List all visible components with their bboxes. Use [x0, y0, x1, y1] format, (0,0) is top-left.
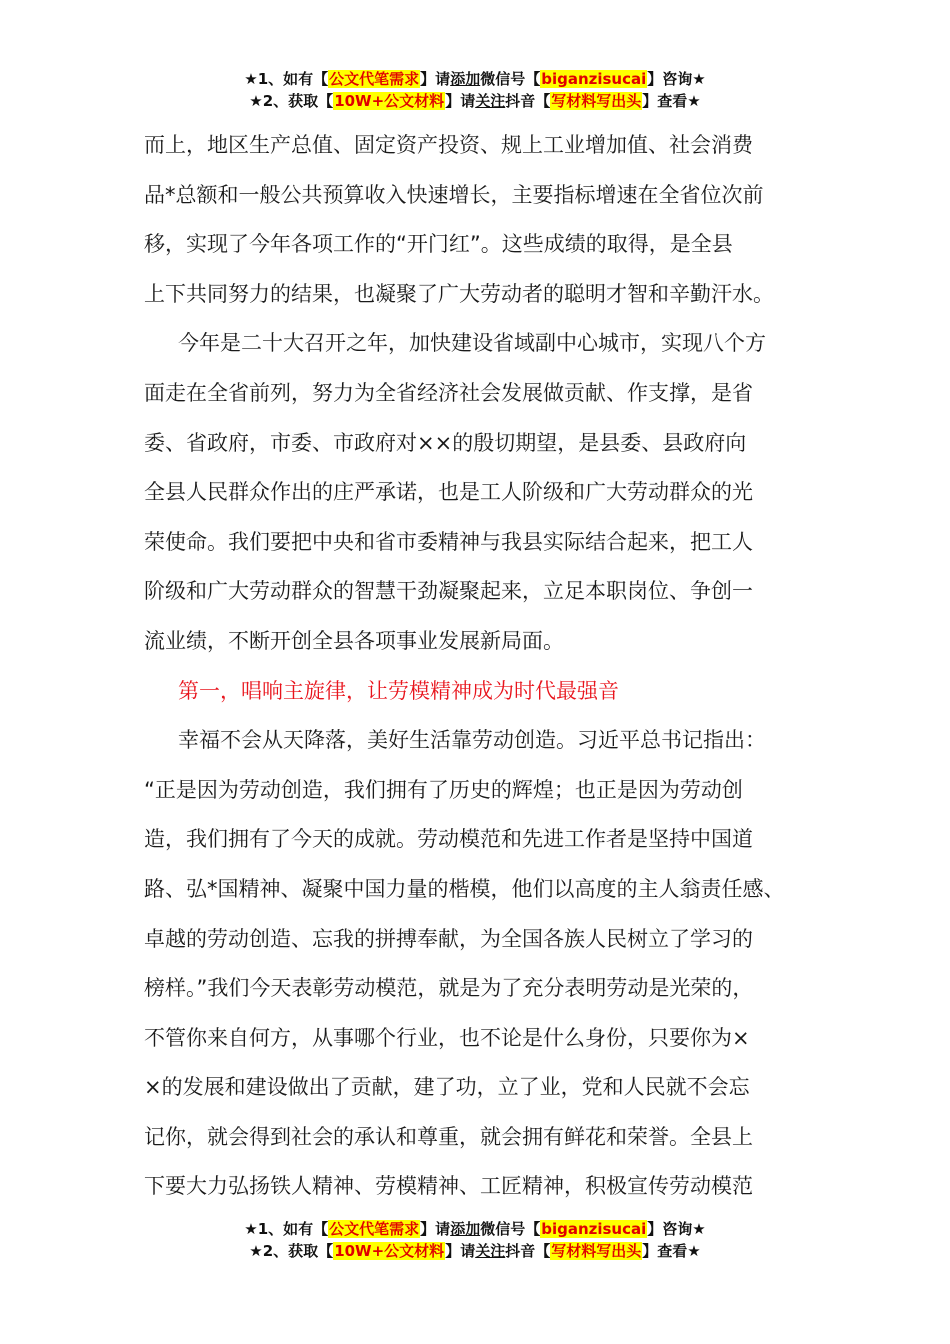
banner-highlight-douyin-account: 写材料写出头: [551, 1242, 642, 1260]
body-line: ×的发展和建设做出了贡献，建了功，立了业，党和人民就不会忘: [144, 1075, 750, 1100]
banner-highlight-wechat-id: biganzisucai: [541, 1220, 647, 1238]
body-line: 荣使命。我们要把中央和省市委精神与我县实际结合起来，把工人: [144, 529, 753, 554]
paragraph-start-line: 今年是二十大召开之年，加快建设省域副中心城市，实现八个方: [178, 331, 766, 356]
banner-line-1: ★1、如有【公文代笔需求】请添加微信号【biganzisucai】咨询★: [244, 1220, 706, 1238]
body-line: 下要大力弘扬铁人精神、劳模精神、工匠精神，积极宣传劳动模范: [144, 1174, 753, 1199]
body-line: 不管你来自何方，从事哪个行业，也不论是什么身份，只要你为×: [144, 1025, 750, 1050]
body-line: 面走在全省前列，努力为全省经济社会发展做贡献、作支撑，是省: [144, 380, 753, 405]
body-line: 品*总额和一般公共预算收入快速增长，主要指标增速在全省位次前: [144, 182, 764, 207]
footer-banner: [0, 1218, 950, 1262]
body-line: 而上，地区生产总值、固定资产投资、规上工业增加值、社会消费: [144, 133, 753, 157]
banner-highlight-service: 公文代笔需求: [329, 1220, 420, 1238]
body-line: 上下共同努力的结果，也凝聚了广大劳动者的聪明才智和辛勤汗水。: [144, 281, 774, 306]
body-line: 委、省政府，市委、市政府对××的殷切期望，是县委、县政府向: [144, 430, 747, 455]
banner-highlight-materials: 10W+公文材料: [334, 92, 445, 110]
body-line: 阶级和广大劳动群众的智慧干劲凝聚起来，立足本职岗位、争创一: [144, 579, 753, 604]
banner-highlight-materials: 10W+公文材料: [334, 1242, 445, 1260]
section-heading: 第一，唱响主旋律，让劳模精神成为时代最强音: [178, 678, 619, 703]
banner-highlight-service: 公文代笔需求: [329, 70, 420, 88]
body-line: 路、弘*国精神、凝聚中国力量的楷模，他们以高度的主人翁责任感、: [144, 876, 785, 901]
body-line: 记你，就会得到社会的承认和尊重，就会拥有鲜花和荣誉。全县上: [144, 1124, 753, 1149]
paragraph-start-line: 幸福不会从天降落，美好生活靠劳动创造。习近平总书记指出：: [178, 728, 766, 753]
banner-line-2: ★2、获取【10W+公文材料】请关注抖音【写材料写出头】查看★: [249, 92, 701, 110]
banner-highlight-douyin-account: 写材料写出头: [551, 92, 642, 110]
banner-line-1: ★1、如有【公文代笔需求】请添加微信号【biganzisucai】咨询★: [244, 70, 706, 88]
body-line: 流业绩，不断开创全县各项事业发展新局面。: [144, 628, 564, 653]
banner-highlight-wechat-id: biganzisucai: [541, 70, 647, 88]
banner-line-2: ★2、获取【10W+公文材料】请关注抖音【写材料写出头】查看★: [249, 1242, 701, 1260]
body-line: “正是因为劳动创造，我们拥有了历史的辉煌；也正是因为劳动创: [144, 777, 743, 802]
header-banner: [0, 68, 950, 112]
document-body: [144, 121, 824, 1212]
body-line: 卓越的劳动创造、忘我的拼搏奉献，为全国各族人民树立了学习的: [144, 926, 753, 951]
body-line: 移，实现了今年各项工作的“开门红”。这些成绩的取得，是全县: [144, 232, 733, 257]
body-line: 榜样。”我们今天表彰劳动模范，就是为了充分表明劳动是光荣的，: [144, 976, 754, 1001]
body-line: 造，我们拥有了今天的成就。劳动模范和先进工作者是坚持中国道: [144, 827, 753, 852]
body-line: 全县人民群众作出的庄严承诺，也是工人阶级和广大劳动群众的光: [144, 480, 753, 505]
